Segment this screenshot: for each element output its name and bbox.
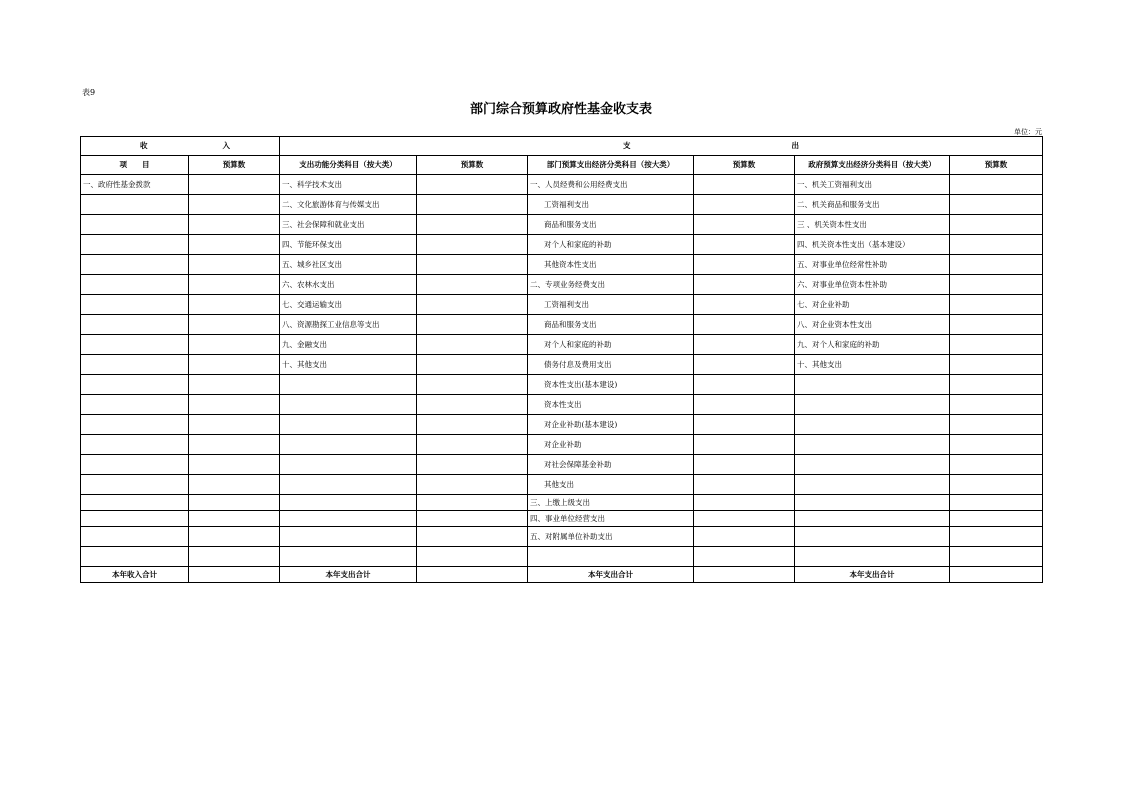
table-row (81, 435, 1043, 455)
income-item (81, 511, 189, 527)
table-row (81, 255, 1043, 275)
unit-label: 单位：元 (1014, 128, 1042, 136)
amount-cell (950, 475, 1043, 495)
table-row (81, 335, 1043, 355)
table-row (81, 547, 1043, 567)
dept-econ-item: 对企业补助 (528, 435, 694, 455)
dept-econ-item: 对社会保障基金补助 (528, 455, 694, 475)
table-row (81, 175, 1043, 195)
amount-cell (189, 235, 280, 255)
amount-cell (694, 455, 795, 475)
gov-econ-item (795, 527, 950, 547)
amount-cell (694, 547, 795, 567)
expense-section-right: 出 (791, 141, 799, 151)
amount-cell (694, 511, 795, 527)
income-item (81, 455, 189, 475)
function-item (280, 455, 417, 475)
table-row (81, 395, 1043, 415)
col-header-dept-econ-amount: 预算数 (694, 156, 795, 175)
amount-cell (189, 455, 280, 475)
amount-cell (950, 567, 1043, 583)
gov-econ-item: 三 、机关资本性支出 (795, 215, 950, 235)
amount-cell (189, 511, 280, 527)
dept-econ-item: 对企业补助(基本建设) (528, 415, 694, 435)
amount-cell (950, 215, 1043, 235)
table-row (81, 235, 1043, 255)
amount-cell (694, 335, 795, 355)
income-item (81, 435, 189, 455)
function-item: 九、金融支出 (280, 335, 417, 355)
amount-cell (950, 527, 1043, 547)
function-item (280, 511, 417, 527)
dept-total-label: 本年支出合计 (528, 567, 694, 583)
amount-cell (950, 255, 1043, 275)
amount-cell (950, 295, 1043, 315)
function-item: 六、农林水支出 (280, 275, 417, 295)
amount-cell (417, 235, 528, 255)
dept-econ-item: 一、人员经费和公用经费支出 (528, 175, 694, 195)
dept-econ-item: 资本性支出(基本建设) (528, 375, 694, 395)
amount-cell (189, 495, 280, 511)
function-item (280, 495, 417, 511)
income-total-label: 本年收入合计 (81, 567, 189, 583)
income-item (81, 547, 189, 567)
amount-cell (417, 215, 528, 235)
gov-econ-item (795, 547, 950, 567)
function-item (280, 435, 417, 455)
amount-cell (694, 415, 795, 435)
gov-econ-item: 二、机关商品和服务支出 (795, 195, 950, 215)
gov-econ-item: 五、对事业单位经常性补助 (795, 255, 950, 275)
function-item: 二、文化旅游体育与传媒支出 (280, 195, 417, 215)
amount-cell (417, 527, 528, 547)
amount-cell (950, 511, 1043, 527)
amount-cell (189, 315, 280, 335)
dept-econ-item: 商品和服务支出 (528, 315, 694, 335)
amount-cell (417, 415, 528, 435)
income-item (81, 395, 189, 415)
amount-cell (417, 475, 528, 495)
function-item (280, 375, 417, 395)
amount-cell (694, 175, 795, 195)
amount-cell (950, 175, 1043, 195)
amount-cell (694, 215, 795, 235)
amount-cell (189, 415, 280, 435)
col-header-gov-econ: 政府预算支出经济分类科目（按大类） (795, 156, 950, 175)
amount-cell (950, 435, 1043, 455)
income-section-header (81, 137, 280, 156)
gov-econ-item (795, 511, 950, 527)
amount-cell (694, 435, 795, 455)
income-item (81, 215, 189, 235)
function-total-label: 本年支出合计 (280, 567, 417, 583)
income-item (81, 275, 189, 295)
amount-cell (417, 195, 528, 215)
amount-cell (417, 455, 528, 475)
amount-cell (417, 335, 528, 355)
dept-econ-item: 工资福利支出 (528, 295, 694, 315)
dept-econ-item (528, 547, 694, 567)
function-item (280, 395, 417, 415)
amount-cell (189, 475, 280, 495)
income-item (81, 195, 189, 215)
gov-econ-item (795, 415, 950, 435)
income-item (81, 335, 189, 355)
income-item (81, 255, 189, 275)
dept-econ-item: 工资福利支出 (528, 195, 694, 215)
table-row (81, 495, 1043, 511)
amount-cell (694, 395, 795, 415)
amount-cell (189, 355, 280, 375)
function-item (280, 475, 417, 495)
gov-econ-item: 七、对企业补助 (795, 295, 950, 315)
income-item (81, 475, 189, 495)
dept-econ-item: 对个人和家庭的补助 (528, 235, 694, 255)
income-section-left: 收 (140, 141, 148, 151)
dept-econ-item: 二、专项业务经费支出 (528, 275, 694, 295)
income-item (81, 355, 189, 375)
table-row (81, 315, 1043, 335)
function-item (280, 547, 417, 567)
amount-cell (694, 235, 795, 255)
income-item (81, 415, 189, 435)
table-row (81, 215, 1043, 235)
function-item: 一、科学技术支出 (280, 175, 417, 195)
amount-cell (694, 275, 795, 295)
income-item (81, 375, 189, 395)
amount-cell (694, 315, 795, 335)
table-row (81, 527, 1043, 547)
gov-econ-item (795, 475, 950, 495)
gov-econ-item (795, 495, 950, 511)
function-item: 三、社会保障和就业支出 (280, 215, 417, 235)
amount-cell (417, 375, 528, 395)
gov-econ-item (795, 375, 950, 395)
amount-cell (189, 255, 280, 275)
amount-cell (694, 527, 795, 547)
dept-econ-item: 五、对附属单位补助支出 (528, 527, 694, 547)
amount-cell (417, 255, 528, 275)
amount-cell (189, 215, 280, 235)
table-row (81, 195, 1043, 215)
col-header-function: 支出功能分类科目（按大类） (280, 156, 417, 175)
dept-econ-item: 三、上缴上级支出 (528, 495, 694, 511)
gov-econ-item: 四、机关资本性支出（基本建设） (795, 235, 950, 255)
amount-cell (417, 275, 528, 295)
amount-cell (950, 375, 1043, 395)
expense-section-left: 支 (623, 141, 631, 151)
dept-econ-item: 对个人和家庭的补助 (528, 335, 694, 355)
amount-cell (950, 235, 1043, 255)
amount-cell (950, 547, 1043, 567)
function-item: 四、节能环保支出 (280, 235, 417, 255)
amount-cell (694, 295, 795, 315)
income-item (81, 235, 189, 255)
amount-cell (417, 355, 528, 375)
amount-cell (694, 567, 795, 583)
amount-cell (950, 455, 1043, 475)
amount-cell (189, 375, 280, 395)
gov-econ-item: 六、对事业单位资本性补助 (795, 275, 950, 295)
dept-econ-item: 其他资本性支出 (528, 255, 694, 275)
table-number: 表9 (82, 88, 96, 97)
totals-row (81, 567, 1043, 583)
dept-econ-item: 商品和服务支出 (528, 215, 694, 235)
col-header-item: 项 目 (81, 156, 189, 175)
amount-cell (950, 195, 1043, 215)
amount-cell (189, 527, 280, 547)
function-item (280, 527, 417, 547)
amount-cell (417, 435, 528, 455)
income-item (81, 527, 189, 547)
gov-total-label: 本年支出合计 (795, 567, 950, 583)
column-header-row (81, 156, 1043, 175)
budget-table (80, 136, 1043, 583)
income-item (81, 495, 189, 511)
col-header-income-amount: 预算数 (189, 156, 280, 175)
amount-cell (417, 567, 528, 583)
dept-econ-item: 债务付息及费用支出 (528, 355, 694, 375)
amount-cell (950, 315, 1043, 335)
table-row (81, 455, 1043, 475)
amount-cell (694, 475, 795, 495)
dept-econ-item: 其他支出 (528, 475, 694, 495)
dept-econ-item: 资本性支出 (528, 395, 694, 415)
amount-cell (189, 335, 280, 355)
function-item: 五、城乡社区支出 (280, 255, 417, 275)
page-title: 部门综合预算政府性基金收支表 (469, 102, 652, 117)
gov-econ-item: 一、机关工资福利支出 (795, 175, 950, 195)
amount-cell (694, 255, 795, 275)
gov-econ-item: 九、对个人和家庭的补助 (795, 335, 950, 355)
amount-cell (950, 415, 1043, 435)
table-row (81, 295, 1043, 315)
section-header-row (81, 137, 1043, 156)
amount-cell (189, 395, 280, 415)
amount-cell (417, 175, 528, 195)
amount-cell (189, 295, 280, 315)
amount-cell (189, 567, 280, 583)
amount-cell (417, 495, 528, 511)
income-item: 一、政府性基金拨款 (81, 175, 189, 195)
income-item (81, 295, 189, 315)
gov-econ-item: 八、对企业资本性支出 (795, 315, 950, 335)
amount-cell (694, 195, 795, 215)
amount-cell (189, 175, 280, 195)
amount-cell (694, 495, 795, 511)
table-row (81, 355, 1043, 375)
amount-cell (189, 275, 280, 295)
table-row (81, 375, 1043, 395)
gov-econ-item: 十、其他支出 (795, 355, 950, 375)
amount-cell (950, 335, 1043, 355)
amount-cell (694, 355, 795, 375)
function-item: 十、其他支出 (280, 355, 417, 375)
income-item (81, 315, 189, 335)
amount-cell (694, 375, 795, 395)
amount-cell (417, 315, 528, 335)
amount-cell (950, 495, 1043, 511)
dept-econ-item: 四、事业单位经营支出 (528, 511, 694, 527)
income-section-right: 入 (222, 141, 230, 151)
amount-cell (189, 435, 280, 455)
amount-cell (417, 547, 528, 567)
gov-econ-item (795, 455, 950, 475)
table-row (81, 475, 1043, 495)
amount-cell (950, 275, 1043, 295)
amount-cell (950, 395, 1043, 415)
table-row (81, 275, 1043, 295)
amount-cell (417, 395, 528, 415)
table-row (81, 415, 1043, 435)
function-item: 八、资源勘探工业信息等支出 (280, 315, 417, 335)
table-row (81, 511, 1043, 527)
col-header-gov-econ-amount: 预算数 (950, 156, 1043, 175)
amount-cell (417, 295, 528, 315)
gov-econ-item (795, 435, 950, 455)
expense-section-header (280, 137, 1043, 156)
col-header-function-amount: 预算数 (417, 156, 528, 175)
amount-cell (189, 195, 280, 215)
amount-cell (950, 355, 1043, 375)
amount-cell (189, 547, 280, 567)
amount-cell (417, 511, 528, 527)
col-header-dept-econ: 部门预算支出经济分类科目（按大类） (528, 156, 694, 175)
gov-econ-item (795, 395, 950, 415)
function-item: 七、交通运输支出 (280, 295, 417, 315)
function-item (280, 415, 417, 435)
